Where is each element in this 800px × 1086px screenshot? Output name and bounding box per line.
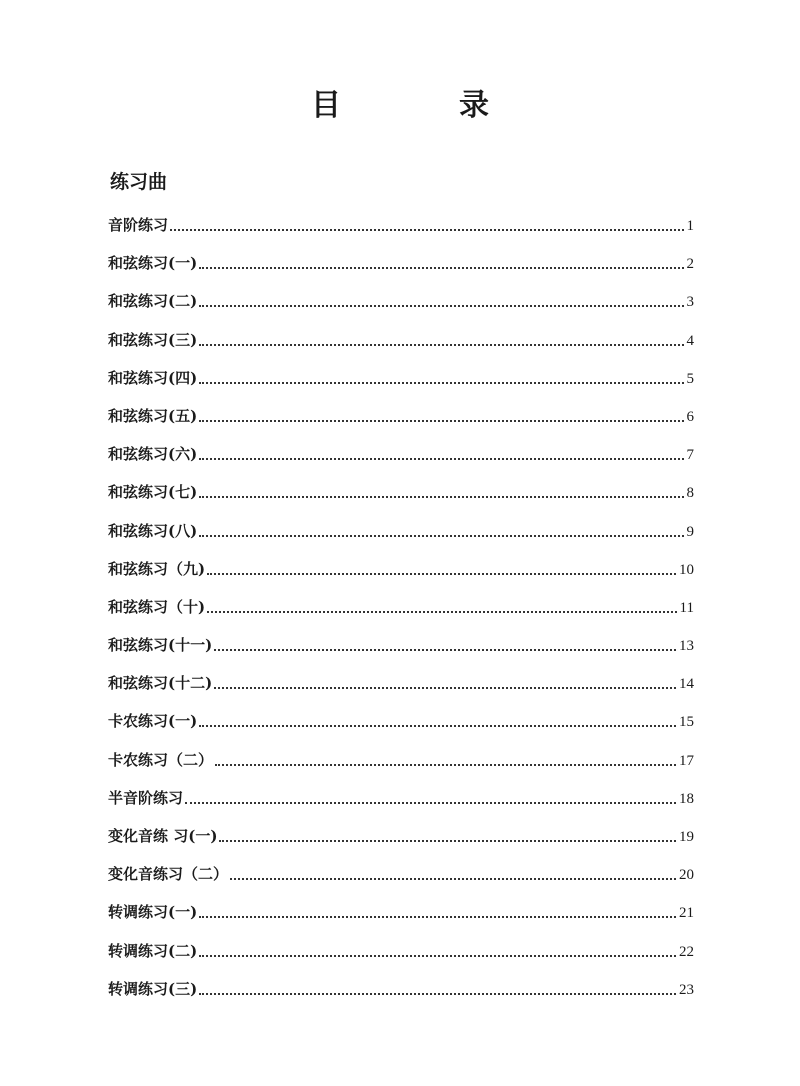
dot-leader [199, 342, 683, 346]
toc-page-number: 1 [686, 218, 694, 234]
toc-entry-label: 和弦练习（十) [108, 597, 206, 616]
toc-entry-label: 和弦练习(六) [108, 445, 198, 464]
toc-page-number: 17 [679, 752, 694, 769]
toc-page-number: 3 [686, 294, 694, 311]
toc-entry[interactable] [108, 321, 694, 359]
toc-entry-label: 转调练习(三) [108, 979, 198, 998]
dot-leader [199, 494, 683, 498]
dot-leader [199, 533, 683, 537]
dot-leader [199, 303, 683, 307]
toc-entry-label: 转调练习(一) [108, 903, 198, 922]
dot-leader [199, 953, 676, 957]
toc-page-number: 15 [679, 714, 694, 731]
toc-entry[interactable] [108, 435, 694, 473]
toc-entry[interactable] [108, 702, 694, 740]
dot-leader [219, 838, 676, 842]
toc-page-number: 7 [686, 447, 694, 464]
toc-entry-label: 卡农练习(一) [108, 712, 198, 731]
dot-leader [207, 609, 676, 613]
toc-page-number: 5 [686, 370, 694, 387]
dot-leader [199, 991, 676, 995]
toc-page-number: 11 [679, 599, 694, 616]
dot-leader [199, 265, 683, 269]
toc-page-number: 14 [679, 676, 694, 693]
toc-entry[interactable] [108, 282, 694, 320]
dot-leader [199, 723, 676, 727]
toc-entry[interactable] [108, 244, 694, 282]
toc-entry[interactable] [108, 779, 694, 817]
toc-page-number: 6 [686, 408, 694, 425]
toc-entry-label: 和弦练习(十二) [108, 674, 213, 693]
table-of-contents [108, 206, 694, 1008]
dot-leader [207, 571, 676, 575]
toc-entry[interactable] [108, 932, 694, 970]
toc-entry[interactable] [108, 550, 694, 588]
toc-page-number: 13 [679, 638, 694, 655]
dot-leader [230, 876, 676, 880]
toc-entry-label: 和弦练习(五) [108, 406, 198, 425]
toc-page-number: 4 [686, 332, 694, 349]
page-title: 目 录 [311, 88, 533, 123]
dot-leader [214, 647, 676, 651]
toc-page-number: 22 [679, 943, 694, 960]
dot-leader [199, 456, 683, 460]
toc-entry[interactable] [108, 512, 694, 550]
toc-entry-label: 变化音练 习(一) [108, 827, 218, 845]
toc-entry-label: 和弦练习(二) [108, 292, 198, 311]
section-heading: 练习曲 [110, 171, 168, 193]
toc-entry[interactable] [108, 664, 694, 702]
toc-page-number: 2 [686, 256, 694, 273]
toc-entry[interactable] [108, 741, 694, 779]
dot-leader [199, 380, 683, 384]
toc-page-number: 23 [679, 981, 694, 998]
toc-page-number: 8 [686, 485, 694, 502]
toc-entry-label: 变化音练习（二） [108, 865, 229, 884]
toc-entry[interactable] [108, 855, 694, 893]
toc-entry-label: 和弦练习(八) [108, 521, 198, 540]
toc-page-number: 20 [679, 867, 694, 884]
toc-entry-label: 和弦练习(十一) [108, 636, 213, 655]
toc-page-number: 21 [679, 905, 694, 922]
dot-leader [215, 762, 676, 766]
toc-page-number: 19 [679, 829, 694, 845]
toc-page-number: 9 [686, 523, 694, 540]
toc-page-number: 10 [679, 561, 694, 578]
dot-leader [199, 418, 683, 422]
toc-entry-label: 音阶练习 [108, 216, 169, 234]
toc-entry[interactable] [108, 970, 694, 1008]
toc-page-number: 18 [679, 790, 694, 807]
toc-entry[interactable] [108, 817, 694, 855]
toc-entry[interactable] [108, 893, 694, 931]
toc-entry[interactable] [108, 626, 694, 664]
toc-entry-label: 和弦练习(七) [108, 483, 198, 502]
toc-entry-label: 半音阶练习 [108, 788, 184, 807]
toc-entry-label: 和弦练习(三) [108, 330, 198, 349]
toc-entry-label: 和弦练习(四) [108, 368, 198, 387]
dot-leader [185, 800, 676, 804]
dot-leader [170, 227, 683, 231]
toc-entry-label: 和弦练习（九) [108, 559, 206, 578]
toc-entry[interactable] [108, 359, 694, 397]
dot-leader [199, 914, 676, 918]
toc-entry-label: 卡农练习（二） [108, 750, 214, 769]
dot-leader [214, 685, 676, 689]
toc-entry[interactable] [108, 397, 694, 435]
toc-entry-label: 和弦练习(一) [108, 254, 198, 273]
toc-entry-label: 转调练习(二) [108, 941, 198, 960]
toc-entry[interactable] [108, 473, 694, 511]
toc-entry[interactable] [108, 588, 694, 626]
toc-entry[interactable] [108, 206, 694, 244]
